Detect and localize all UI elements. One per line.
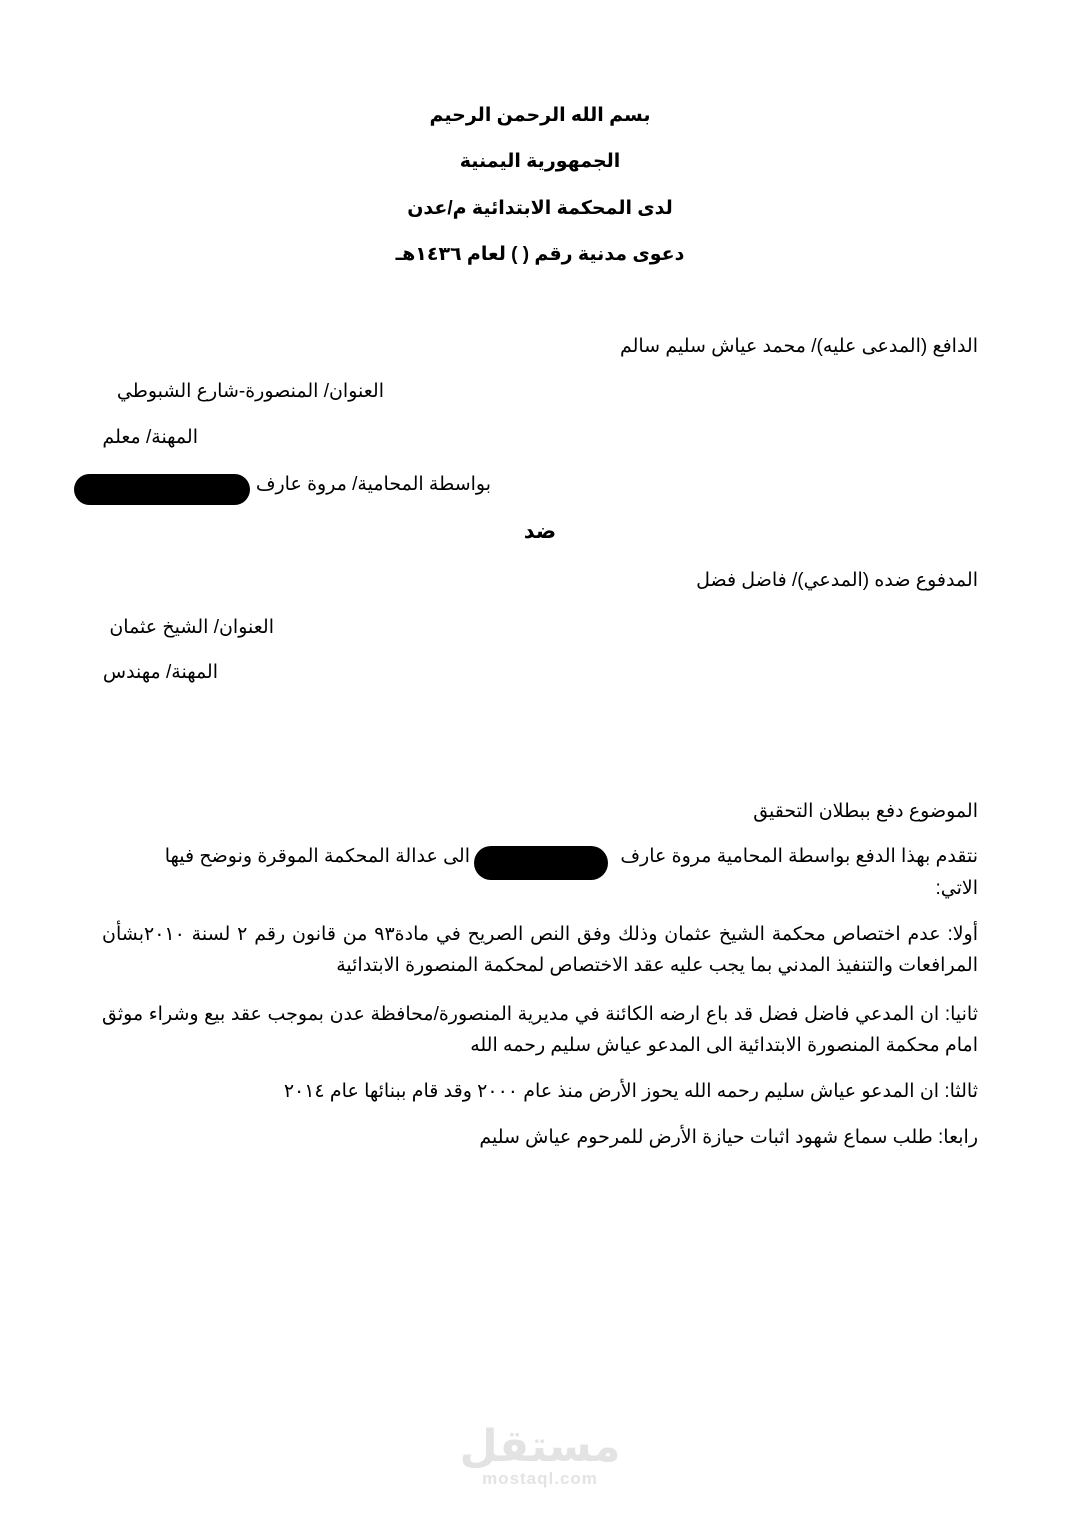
redaction-mark bbox=[74, 474, 250, 505]
watermark-arabic: مستقل bbox=[459, 1422, 621, 1471]
defendant-name: الدافع (المدعى عليه)/ محمد عياش سليم سالم bbox=[619, 336, 978, 357]
redaction-mark bbox=[474, 846, 608, 880]
point-three: ثالثا: ان المدعو عياش سليم رحمه الله يحوز الأرض منذ عام ٢٠٠٠ وقد قام ببنائها عام ٢٠١٤ bbox=[283, 1081, 978, 1102]
intro-part3: الاتي: bbox=[935, 878, 978, 899]
intro-part2: الى عدالة المحكمة الموقرة ونوضح فيها bbox=[164, 846, 470, 867]
plaintiff-name: المدفوع ضده (المدعي)/ فاضل فضل bbox=[696, 570, 978, 591]
mostaql-watermark bbox=[440, 1422, 640, 1489]
point-two: ثانيا: ان المدعي فاضل فضل قد باع ارضه الكائنة في مديرية المنصورة/محافظة عدن بموجب عقد بيع وشراء موثق امام محكمة المنصورة الابتدائية الى المدعو عياش سليم رحمه الله bbox=[102, 1004, 978, 1056]
plaintiff-profession: المهنة/ مهندس bbox=[102, 662, 218, 683]
republic-title: الجمهورية اليمنية bbox=[459, 151, 621, 172]
defendant-profession: المهنة/ معلم bbox=[102, 427, 198, 448]
defendant-address: العنوان/ المنصورة-شارع الشبوطي bbox=[116, 381, 384, 402]
basmala: بسم الله الرحمن الرحيم bbox=[429, 105, 651, 126]
plaintiff-address: العنوان/ الشيخ عثمان bbox=[109, 617, 274, 638]
intro-part1: نتقدم بهذا الدفع بواسطة المحامية مروة عارف bbox=[620, 846, 978, 867]
point-one: أولا: عدم اختصاص محكمة الشيخ عثمان وذلك وفق النص الصريح في مادة٩٣ من قانون رقم ٢ لسنة ٢٠١٠بشأن المرافعات والتنفيذ المدني بما يجب عليه عقد الاختصاص لمحكمة المنصورة الابتدائية bbox=[102, 924, 979, 976]
defendant-lawyer: بواسطة المحامية/ مروة عارف bbox=[255, 474, 491, 495]
subject-line: الموضوع دفع ببطلان التحقيق bbox=[753, 801, 978, 822]
versus-label: ضد bbox=[523, 520, 557, 543]
court-title: لدى المحكمة الابتدائية م/عدن bbox=[407, 198, 673, 219]
watermark-latin: mostaql.com bbox=[482, 1469, 598, 1488]
point-four: رابعا: طلب سماع شهود اثبات حيازة الأرض للمرحوم عياش سليم bbox=[479, 1127, 978, 1148]
case-title: دعوى مدنية رقم ( ) لعام ١٤٣٦هـ bbox=[395, 244, 685, 265]
